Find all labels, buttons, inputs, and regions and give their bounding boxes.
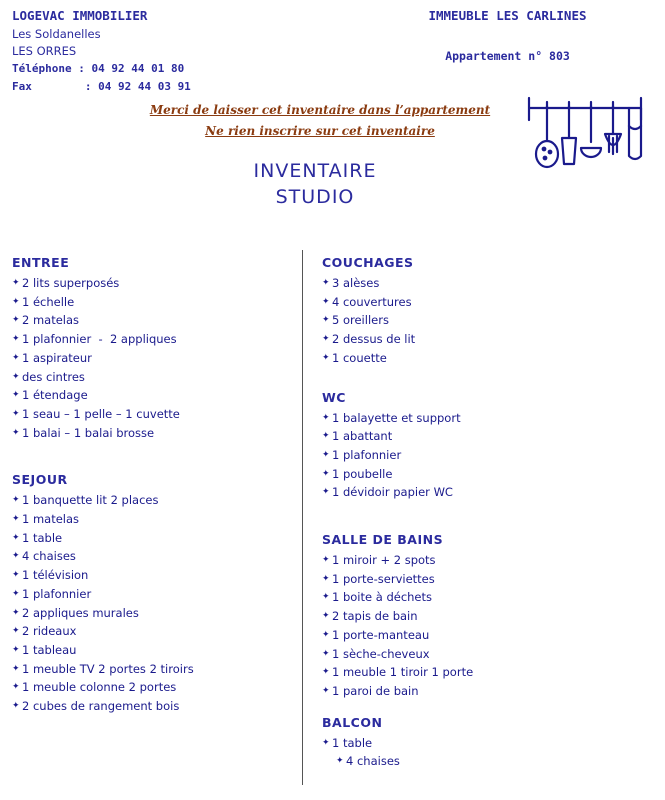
item-label: 1 plafonnier <box>332 447 402 462</box>
section-spacer <box>12 446 297 472</box>
list-item <box>322 752 642 771</box>
list-item <box>322 607 642 626</box>
list-item <box>12 386 297 405</box>
list-item <box>12 510 297 529</box>
bullet-icon: ✦ <box>12 334 20 345</box>
item-label: 1 balai – 1 balai brosse <box>22 425 155 440</box>
item-label: des cintres <box>22 369 85 384</box>
list-item <box>12 368 297 387</box>
title-block <box>150 158 480 210</box>
bullet-icon: ✦ <box>322 648 330 659</box>
bullet-icon: ✦ <box>322 737 330 748</box>
bullet-icon: ✦ <box>12 427 20 438</box>
notice-do-not-write: Ne rien inscrire sur cet inventaire <box>205 124 435 138</box>
item-label: 1 paroi de bain <box>332 683 419 698</box>
bullet-icon: ✦ <box>322 431 330 442</box>
list-item <box>12 585 297 604</box>
bullet-icon: ✦ <box>12 371 20 382</box>
list-item <box>322 311 642 330</box>
list-item <box>322 483 642 502</box>
bullet-icon: ✦ <box>322 667 330 678</box>
section-couchages <box>322 255 642 368</box>
list-item <box>322 570 642 589</box>
bullet-icon: ✦ <box>322 685 330 696</box>
bullet-icon: ✦ <box>322 573 330 584</box>
building-name: IMMEUBLE LES CARLINES <box>428 8 587 23</box>
bullet-icon: ✦ <box>12 588 20 599</box>
section-title-balcon: BALCON <box>322 714 383 730</box>
item-label: 1 miroir + 2 spots <box>332 553 436 568</box>
item-label: 1 balayette et support <box>332 410 461 425</box>
item-label: 3 alèses <box>332 276 380 290</box>
bullet-icon: ✦ <box>322 278 330 288</box>
bullet-icon: ✦ <box>12 626 20 637</box>
list-item <box>12 330 297 349</box>
bullet-icon: ✦ <box>12 644 20 655</box>
list-item <box>12 604 297 623</box>
bullet-icon: ✦ <box>12 408 20 419</box>
section-balcon <box>322 715 642 771</box>
item-label: 1 poubelle <box>332 466 393 481</box>
item-label: 1 boite à déchets <box>332 590 433 605</box>
section-spacer <box>322 372 642 390</box>
section-title-sejour: SEJOUR <box>12 472 68 488</box>
bullet-icon: ✦ <box>322 412 330 423</box>
bullet-icon: ✦ <box>12 663 20 674</box>
list-item <box>12 566 297 585</box>
section-spacer <box>322 705 642 715</box>
page-title: INVENTAIRE <box>253 160 377 182</box>
item-label: 4 chaises <box>22 549 76 564</box>
agency-address-line-2: LES ORRES <box>12 44 77 58</box>
item-label: 1 banquette lit 2 places <box>22 493 159 508</box>
agency-fax: Fax : 04 92 44 03 91 <box>12 80 191 93</box>
item-label: 1 table <box>332 735 373 750</box>
list-item <box>322 330 642 349</box>
item-label: 2 lits superposés <box>22 276 120 290</box>
bullet-icon: ✦ <box>322 296 330 307</box>
section-title-wc: WC <box>322 389 346 405</box>
section-title-entree: ENTREE <box>12 255 70 270</box>
list-item <box>322 734 642 753</box>
list-item <box>322 446 642 465</box>
agency-address-line-1: Les Soldanelles <box>12 27 101 41</box>
list-item <box>12 547 297 566</box>
apartment-number: Appartement n° 803 <box>445 49 570 63</box>
agency-block <box>12 8 342 96</box>
list-item <box>322 293 642 312</box>
section-entree <box>12 255 297 442</box>
list-item <box>322 427 642 446</box>
item-label: 1 échelle <box>22 294 75 309</box>
building-block <box>360 8 655 63</box>
bullet-icon: ✦ <box>322 611 330 622</box>
list-item <box>322 626 642 645</box>
list-item <box>322 551 642 570</box>
list-item <box>12 293 297 312</box>
kitchen-utensils-illustration <box>517 86 657 191</box>
bullet-icon: ✦ <box>12 607 20 618</box>
bullet-icon: ✦ <box>12 315 20 326</box>
list-item <box>12 311 297 330</box>
bullet-icon: ✦ <box>322 487 330 498</box>
list-item <box>12 697 297 716</box>
bullet-icon: ✦ <box>12 296 20 307</box>
list-item <box>322 663 642 682</box>
section-sejour <box>12 472 297 715</box>
list-item <box>12 678 297 697</box>
bullet-icon: ✦ <box>12 514 20 525</box>
item-label: 1 porte-manteau <box>332 627 430 642</box>
item-label: 1 table <box>22 530 63 545</box>
bullet-icon: ✦ <box>322 315 330 326</box>
item-label: 1 porte-serviettes <box>332 571 435 586</box>
list-item <box>12 529 297 548</box>
bullet-icon: ✦ <box>322 352 330 363</box>
item-label: 5 oreillers <box>332 313 389 328</box>
item-label: 1 couette <box>332 350 387 365</box>
item-label: 1 abattant <box>332 429 393 444</box>
section-spacer <box>322 506 642 532</box>
section-wc <box>322 390 642 503</box>
list-item <box>12 349 297 368</box>
list-item <box>322 349 642 368</box>
item-label: 1 aspirateur <box>22 350 92 365</box>
section-title-salle-de-bains: SALLE DE BAINS <box>322 532 444 548</box>
agency-name: LOGEVAC IMMOBILIER <box>12 8 148 23</box>
bullet-icon: ✦ <box>12 532 20 543</box>
item-label: 2 rideaux <box>22 624 77 639</box>
left-column <box>12 255 297 720</box>
section-salle-de-bains <box>322 532 642 701</box>
item-label: 1 sèche-cheveux <box>332 646 430 661</box>
bullet-icon: ✦ <box>322 334 330 345</box>
list-item <box>322 274 642 293</box>
bullet-icon: ✦ <box>322 468 330 479</box>
list-item <box>322 465 642 484</box>
item-label: 1 seau – 1 pelle – 1 cuvette <box>22 406 180 421</box>
list-item <box>12 491 297 510</box>
bullet-icon: ✦ <box>12 278 20 288</box>
bullet-icon: ✦ <box>322 592 330 603</box>
bullet-icon: ✦ <box>12 701 20 712</box>
item-label: 1 tableau <box>22 642 77 657</box>
item-label: 1 meuble 1 tiroir 1 porte <box>332 665 474 680</box>
list-item <box>12 660 297 679</box>
item-label: 2 dessus de lit <box>332 332 416 347</box>
notice-keep-inventory: Merci de laisser cet inventaire dans l’appartement <box>149 103 491 117</box>
item-label: 2 cubes de rangement bois <box>22 699 180 714</box>
list-item <box>12 274 297 293</box>
bullet-icon: ✦ <box>12 551 20 562</box>
list-item <box>322 682 642 701</box>
item-label: 2 tapis de bain <box>332 609 418 624</box>
item-label: 1 matelas <box>22 512 80 527</box>
list-item <box>12 405 297 424</box>
item-label: 1 télévision <box>22 568 89 583</box>
bullet-icon: ✦ <box>322 629 330 640</box>
item-label: 4 chaises <box>346 754 400 769</box>
bullet-icon: ✦ <box>322 555 330 566</box>
item-label: 2 appliques murales <box>22 605 139 620</box>
document-header <box>0 8 665 208</box>
item-label: 1 plafonnier - 2 appliques <box>22 332 177 347</box>
agency-phone: Téléphone : 04 92 44 01 80 <box>12 62 185 75</box>
list-item <box>12 622 297 641</box>
list-item <box>322 645 642 664</box>
section-title-couchages: COUCHAGES <box>322 255 414 270</box>
item-label: 4 couvertures <box>332 294 412 309</box>
item-label: 2 matelas <box>22 313 80 328</box>
bullet-icon: ✦ <box>12 570 20 581</box>
list-item <box>322 409 642 428</box>
notices-block <box>110 100 530 142</box>
bullet-icon: ✦ <box>322 449 330 460</box>
item-label: 1 plafonnier <box>22 586 92 601</box>
item-label: 1 dévidoir papier WC <box>332 485 453 500</box>
bullet-icon: ✦ <box>336 756 344 767</box>
list-item <box>12 641 297 660</box>
page-subtitle: STUDIO <box>275 186 355 208</box>
item-label: 1 meuble colonne 2 portes <box>22 680 177 695</box>
item-label: 1 étendage <box>22 388 88 403</box>
bullet-icon: ✦ <box>12 495 20 506</box>
bullet-icon: ✦ <box>12 682 20 693</box>
bullet-icon: ✦ <box>12 390 20 401</box>
column-divider <box>302 250 303 785</box>
list-item <box>12 424 297 443</box>
right-column <box>322 255 642 775</box>
item-label: 1 meuble TV 2 portes 2 tiroirs <box>22 661 194 676</box>
list-item <box>322 588 642 607</box>
bullet-icon: ✦ <box>12 352 20 363</box>
